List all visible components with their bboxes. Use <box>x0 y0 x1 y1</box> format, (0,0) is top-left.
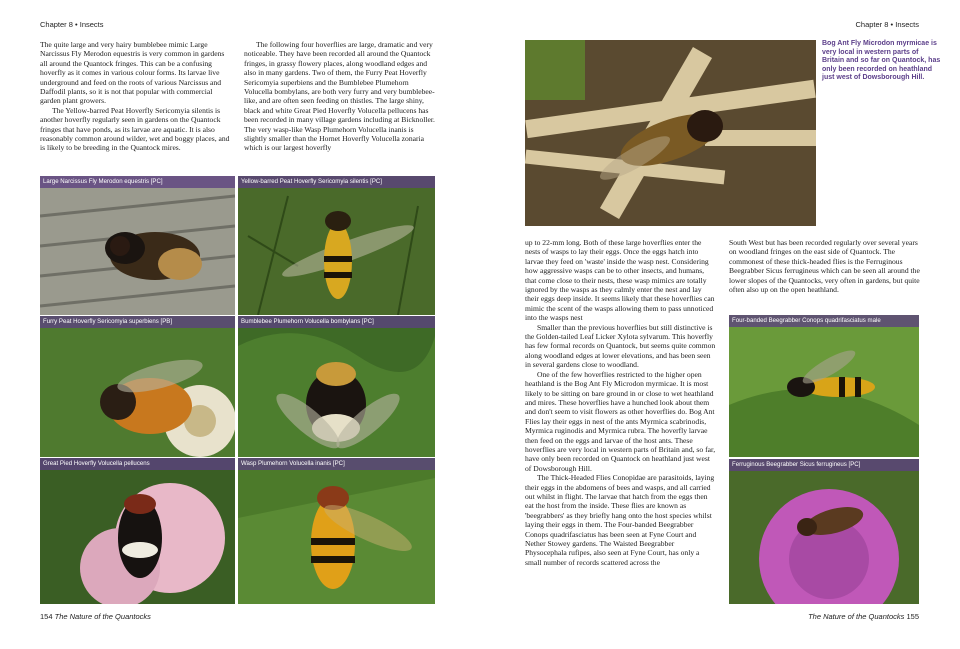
fly-illustration <box>238 316 435 457</box>
right-footer <box>808 612 919 621</box>
photo-great-pied-hoverfly <box>40 458 235 604</box>
photo-large-narcissus-fly <box>40 176 235 315</box>
photo-caption: Large Narcissus Fly Merodon equestris [PC] <box>40 176 235 188</box>
photo-caption: Wasp Plumehorn Volucella inanis [PC] <box>238 458 435 470</box>
fly-illustration <box>40 316 235 457</box>
fly-illustration <box>238 176 435 315</box>
fly-illustration <box>40 176 235 315</box>
photo-four-banded-beegrabber <box>729 315 919 457</box>
photo-caption: Yellow-barred Peat Hoverfly Sericomyia silentis [PC] <box>238 176 435 188</box>
photo-ferruginous-beegrabber <box>729 459 919 604</box>
paragraph: One of the few hoverflies restricted to the higher open heathland is the Bog Ant Fly Microdon myrmicae. It is most likely to be sitting on bare ground in or close to wet heathland and mires. These hoverflies have a hunched look about them and don't seem to visit flowers as other hoverflies do. Bog Ant Flies lay their eggs in nest of the ants Myrmica scabrinodis, Myrmica ruginodis and Myrmica rubra. The hoverfly larvae then feed on the eggs and larvae of the host ants. These hoverflies are very local in western parts of Britain and, so far, have only been recorded on Quantock on heathland just west of Dowsborough Hill. <box>525 369 716 473</box>
photo-bumblebee-plumehorn <box>238 316 435 457</box>
book-title: The Nature of the Quantocks <box>54 612 151 621</box>
fly-illustration <box>729 315 919 457</box>
photo-furry-peat-hoverfly <box>40 316 235 457</box>
page-number: 154 <box>40 612 53 621</box>
paragraph: Smaller than the previous hoverflies but still distinctive is the Golden-tailed Leaf Licker Xylota sylvarum. This hoverfly has few formal records on Quantock, but seems quite common along woodland edges at lower elevations, and has been seen in several gardens close to woodland. <box>525 322 716 370</box>
paragraph: The quite large and very hairy bumblebee mimic Large Narcissus Fly Merodon equestris is very common in gardens all around the Quantock fringes. This can be a confusing hoverfly as it comes in various colour forms. Its larvae live underground and feed on the roots of various Narcissus and Daffodil plants, so it is not that popular with commercial garden plant growers. <box>40 40 225 106</box>
photo-bog-ant-fly <box>525 40 816 226</box>
photo-wasp-plumehorn <box>238 458 435 604</box>
paragraph: The Thick-Headed Flies Conopidae are parasitoids, laying their eggs in the abdomens of bees and wasps, and all carried out whilst in flight. The larvae that hatch from the eggs then eat the host from the inside. These flies are known as 'beegrabbers' as they briefly hang onto the host species whilst laying their eggs in them. The Four-banded Beegrabber Conops quadrifasciatus has been seen at Fyne Court and Nether Stowey gardens. The Waisted Beegrabber Physocephala rufipes, also seen at Fyne Court, has only a small number of records scattered across the <box>525 473 715 567</box>
left-running-header: Chapter 8 • Insects <box>40 20 104 29</box>
photo-caption: Furry Peat Hoverfly Sericomyia superbiens [PB] <box>40 316 235 328</box>
photo-yellow-barred-peat-hoverfly <box>238 176 435 315</box>
fly-illustration <box>729 459 919 604</box>
paragraph: The Yellow-barred Peat Hoverfly Sericomyia silentis is another hoverfly regularly seen in gardens on the Quantock fringes that have ponds, as its larvae are aquatic. It is also reasonably common around wilder, wet and boggy places, and is likely to be breeding in the Quantock mires. <box>40 105 230 153</box>
left-footer <box>40 612 151 621</box>
photo-caption: Ferruginous Beegrabber Sicus ferrugineus [PC] <box>729 459 919 471</box>
left-text-column-2 <box>244 40 436 153</box>
fly-illustration <box>40 458 235 604</box>
paragraph: up to 22-mm long. Both of these large hoverflies enter the nests of wasps to lay their eggs. Once the eggs hatch into larvae they feed on 'waste' inside the wasp nest. Considering how aggressive wasps can be to other insects, and humans, that come close to their nests, these wasp mimics are totally ignored by the wasps as they calmly enter the nest and lay their eggs deep inside. It seems likely that these hoverflies can mimic the scent of the wasps allowing them to pass unnoticed into the wasps nest <box>525 238 715 323</box>
fly-illustration <box>238 458 435 604</box>
paragraph: The following four hoverflies are large, dramatic and very noticeable. They have been recorded all around the Quantock fringes, in grassy flowery places, along woodland edges and also in many gardens. Two of them, the Furry Peat Hoverfly Sericomyia superbiens and the Bumblebee Plumehorn Volucella bombylans, are both very furry and very bumblebee-like, and are often seen feeding on thistles. The large shiny, black and white Great Pied Hoverfly Volucella pellucens has been recorded in many village gardens including at Bicknoller. The very wasp-like Wasp Plumehorn Volucella inanis is slightly smaller than the Hornet Hoverfly Volucella zonaria which is our largest hoverfly <box>244 40 435 153</box>
photo-caption: Great Pied Hoverfly Volucella pellucens <box>40 458 235 470</box>
right-text-column-1 <box>525 238 717 567</box>
photo-caption: Four-banded Beegrabber Conops quadrifasciatus male <box>729 315 919 327</box>
right-running-header: Chapter 8 • Insects <box>855 20 919 29</box>
page-number: 155 <box>906 612 919 621</box>
fly-illustration <box>525 40 816 226</box>
bog-ant-fly-caption: Bog Ant Fly Microdon myrmicae is very local in western parts of Britain and so far on Quantock, has only been recorded on heathland just west of Dowsborough Hill. <box>822 40 941 82</box>
paragraph: South West but has been recorded regularly over several years on woodland fringes on the east side of Quantock. The commonest of these thick-headed flies is the Ferruginous Beegrabber Sicus ferrugineus which can be seen all around the lower slopes of the Quantocks, very often in gardens, but quite often also up on the open heathland. <box>729 238 920 295</box>
right-text-column-2 <box>729 238 920 294</box>
left-text-column-1 <box>40 40 230 153</box>
book-title: The Nature of the Quantocks <box>808 612 905 621</box>
photo-caption: Bumblebee Plumehorn Volucella bombylans [PC] <box>238 316 435 328</box>
